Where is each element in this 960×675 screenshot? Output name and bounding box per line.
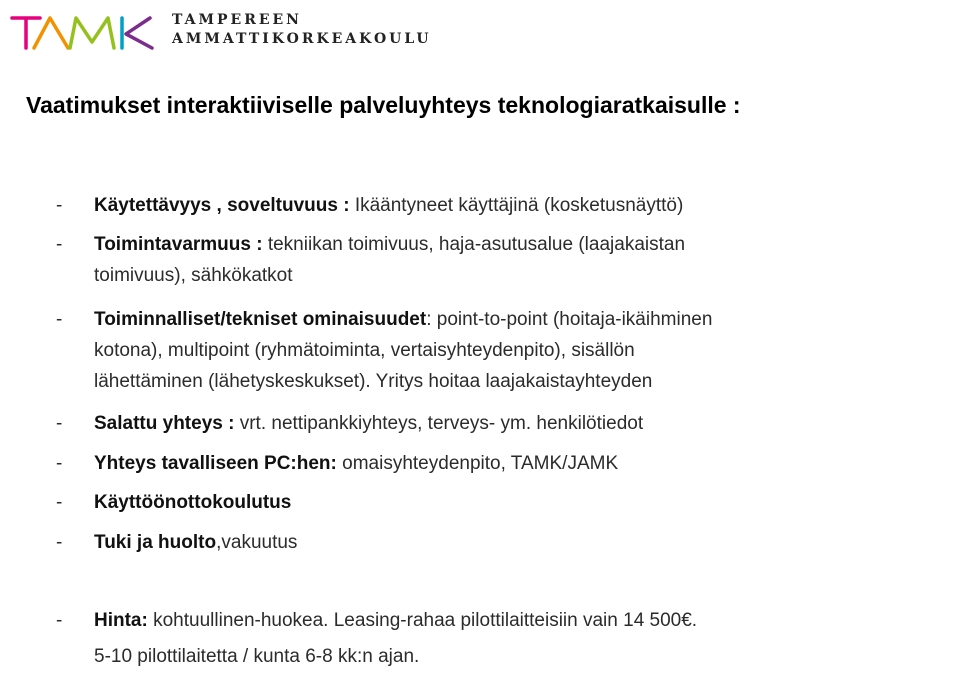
item-continuation: 5-10 pilottilaitetta / kunta 6-8 kk:n ajan. <box>94 646 420 667</box>
list-dash: - <box>56 453 63 474</box>
item-text: kohtuullinen-huokea. Leasing-rahaa pilottilaitteisiin vain 14 500€. <box>147 610 698 631</box>
logo-line-1: TAMPEREEN <box>172 12 302 28</box>
item-heading: Tuki ja huolto <box>94 532 217 553</box>
list-dash: - <box>56 492 63 513</box>
item-text: Ikääntyneet käyttäjinä (kosketusnäyttö) <box>349 195 684 216</box>
item-heading: Käyttöönottokoulutus <box>94 492 292 513</box>
list-dash: - <box>56 532 63 553</box>
item-text: : point-to-point (hoitaja-ikäihminen <box>426 309 713 330</box>
list-dash: - <box>56 309 63 330</box>
item-heading: Toimintavarmuus : <box>94 234 263 255</box>
tamk-logo <box>0 0 430 64</box>
list-dash: - <box>56 610 63 631</box>
item-heading: Toiminnalliset/tekniset ominaisuudet <box>94 309 427 330</box>
item-continuation: kotona), multipoint (ryhmätoiminta, vertaisyhteydenpito), sisällön <box>94 340 635 361</box>
list-dash: - <box>56 195 63 216</box>
item-heading: Hinta: <box>94 610 148 631</box>
item-continuation: lähettäminen (lähetyskeskukset). Yritys hoitaa laajakaistayhteyden <box>94 371 653 392</box>
item-text: vrt. nettipankkiyhteys, terveys- ym. henkilötiedot <box>234 413 644 434</box>
item-heading: Salattu yhteys : <box>94 413 235 434</box>
logo-line-2: AMMATTIKORKEAKOULU <box>172 31 432 47</box>
item-heading: Käytettävyys , soveltuvuus : <box>94 195 350 216</box>
item-heading: Yhteys tavalliseen PC:hen: <box>94 453 337 474</box>
item-text: omaisyhteydenpito, TAMK/JAMK <box>336 453 619 474</box>
item-text: tekniikan toimivuus, haja-asutusalue (laajakaistan <box>262 234 686 255</box>
item-continuation: toimivuus), sähkökatkot <box>94 265 293 286</box>
list-dash: - <box>56 234 63 255</box>
tamk-logo-mark <box>10 12 160 52</box>
list-dash: - <box>56 413 63 434</box>
slide-title: Vaatimukset interaktiiviselle palveluyhteys teknologiaratkaisulle : <box>26 92 741 118</box>
item-text: ,vakuutus <box>216 532 298 553</box>
logo-wordmark <box>172 11 432 49</box>
